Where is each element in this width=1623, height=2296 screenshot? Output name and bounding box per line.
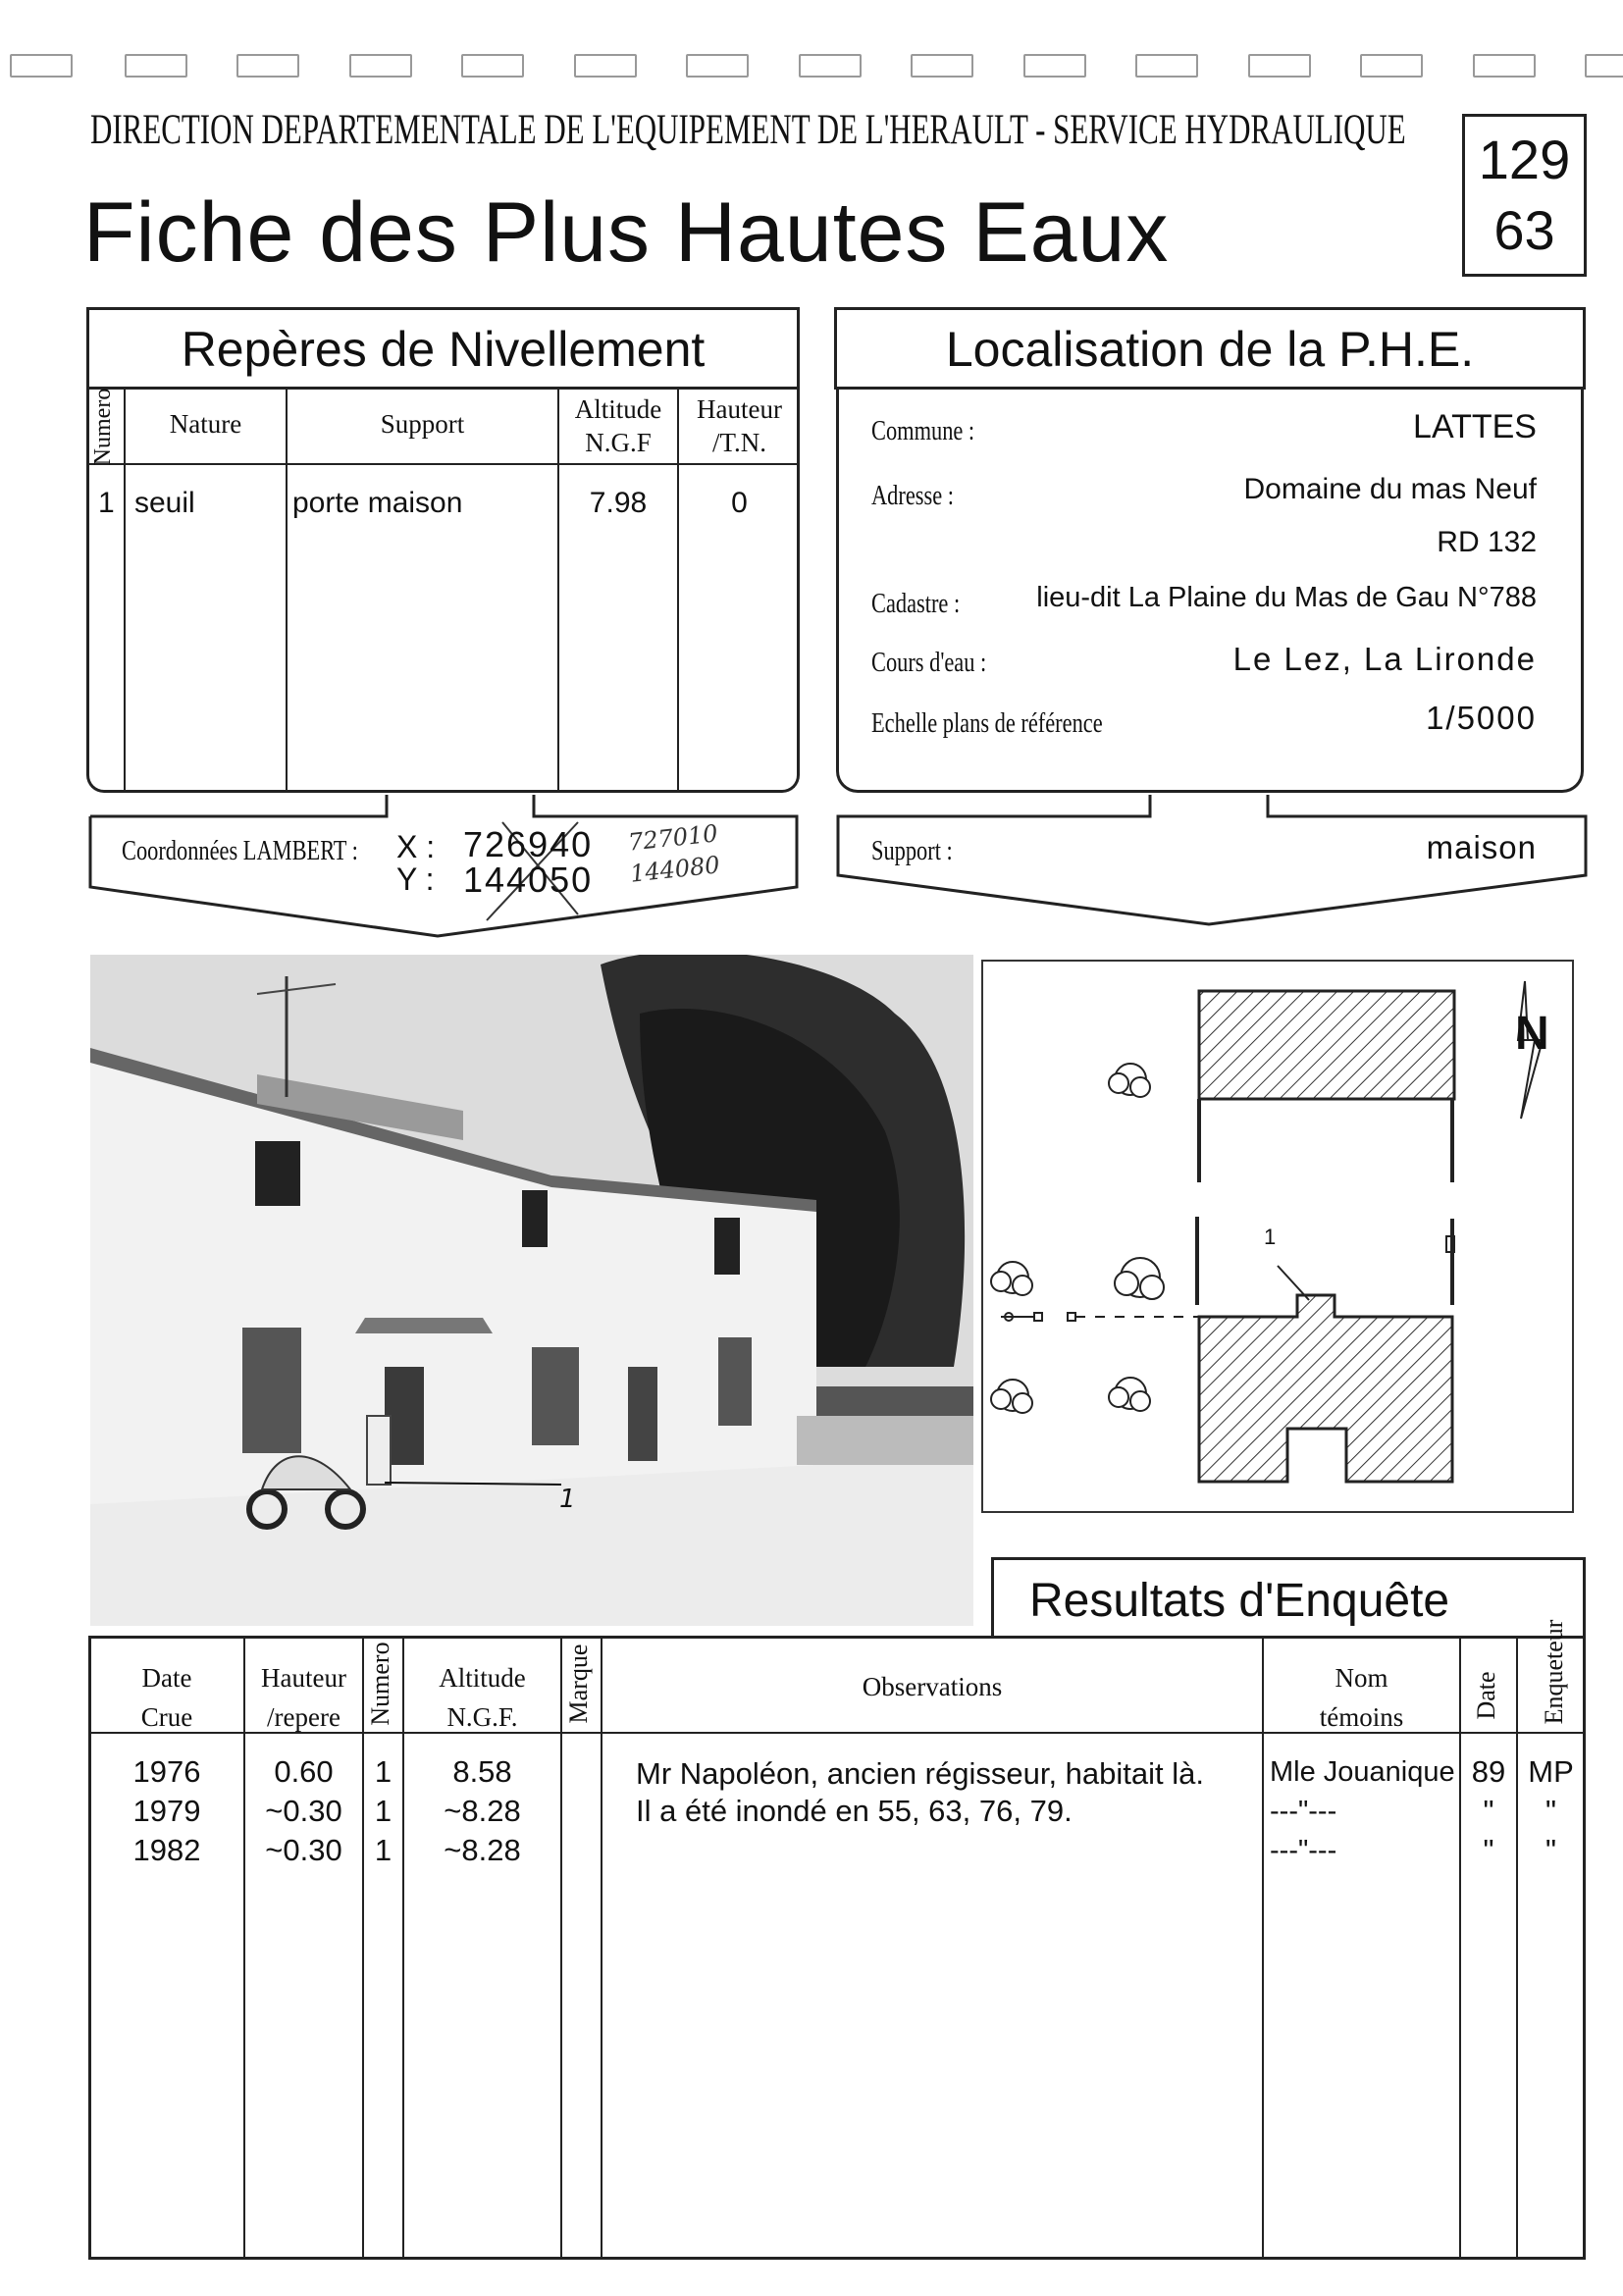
reperes-row-support: porte maison bbox=[292, 487, 463, 519]
row-hauteur: ~0.30 bbox=[265, 1794, 342, 1828]
row-temoin: ---"--- bbox=[1270, 1835, 1337, 1866]
binder-hole bbox=[236, 54, 299, 78]
row-altitude: 8.58 bbox=[452, 1754, 512, 1789]
reperes-row-hauteur: 0 bbox=[731, 487, 748, 519]
row-hauteur: 0.60 bbox=[274, 1754, 334, 1789]
binder-hole bbox=[1135, 54, 1198, 78]
echelle-label: Echelle plans de référence bbox=[871, 708, 1103, 739]
col-date-crue bbox=[90, 1658, 243, 1737]
commune-value: LATTES bbox=[1413, 408, 1537, 445]
hauteur-line2: /T.N. bbox=[712, 428, 766, 457]
coordonnees-label: Coordonnées LAMBERT : bbox=[122, 836, 358, 866]
binder-hole bbox=[10, 54, 73, 78]
row-temoin: Mle Jouanique bbox=[1270, 1756, 1455, 1788]
row-date-enquete: 89 bbox=[1471, 1754, 1506, 1789]
binder-hole bbox=[911, 54, 973, 78]
resultats-title-box bbox=[991, 1557, 1586, 1636]
hauteur-repere-line1: Hauteur bbox=[261, 1663, 346, 1693]
page-title: Fiche des Plus Hautes Eaux bbox=[83, 185, 1170, 280]
adresse-line2: RD 132 bbox=[1437, 526, 1537, 558]
binder-hole bbox=[349, 54, 412, 78]
commune-label: Commune : bbox=[871, 416, 975, 446]
row-hauteur: ~0.30 bbox=[265, 1833, 342, 1867]
reperes-title: Repères de Nivellement bbox=[181, 322, 706, 377]
binder-hole bbox=[1360, 54, 1423, 78]
nom-temoins-line2: témoins bbox=[1319, 1702, 1404, 1732]
binder-hole bbox=[799, 54, 862, 78]
col-observations: Observations bbox=[862, 1672, 1003, 1701]
altitude-ngf-line1: Altitude bbox=[439, 1663, 526, 1693]
support-label: Support : bbox=[871, 836, 953, 866]
altitude-ngf-line2: N.G.F. bbox=[446, 1702, 518, 1732]
lambert-x-label: X : bbox=[396, 829, 436, 864]
altitude-line1: Altitude bbox=[574, 394, 662, 424]
col-altitude bbox=[404, 1658, 560, 1737]
col-date: Date bbox=[1472, 1671, 1500, 1720]
lambert-y-value: 144050 bbox=[463, 860, 594, 900]
reperes-col-nature: Nature bbox=[169, 409, 242, 439]
binder-hole bbox=[574, 54, 637, 78]
nom-temoins-line1: Nom bbox=[1335, 1663, 1388, 1693]
echelle-value: 1/5000 bbox=[1426, 700, 1537, 736]
binder-hole bbox=[1473, 54, 1536, 78]
reperes-col-support: Support bbox=[380, 409, 465, 439]
adresse-label: Adresse : bbox=[871, 481, 954, 511]
cadastre-label: Cadastre : bbox=[871, 589, 961, 619]
altitude-line2: N.G.F bbox=[585, 428, 652, 457]
reperes-col-altitude bbox=[559, 392, 677, 459]
row-date-crue: 1979 bbox=[132, 1794, 201, 1828]
reperes-row-numero: 1 bbox=[98, 487, 115, 519]
direction-header: DIRECTION DEPARTEMENTALE DE L'EQUIPEMENT DE L'HERAULT - SERVICE HYDRAULIQUE bbox=[90, 107, 1406, 153]
binder-hole bbox=[686, 54, 749, 78]
row-numero: 1 bbox=[374, 1794, 393, 1828]
row-numero: 1 bbox=[374, 1833, 393, 1867]
row-enqueteur: MP bbox=[1528, 1754, 1574, 1789]
binder-hole bbox=[1248, 54, 1311, 78]
row-date-enquete: " bbox=[1483, 1794, 1494, 1828]
fiche-number-top: 129 bbox=[1478, 129, 1571, 190]
fiche-number-box bbox=[1462, 114, 1587, 277]
observations-line2: Il a été inondé en 55, 63, 76, 79. bbox=[636, 1794, 1073, 1828]
binder-hole bbox=[125, 54, 187, 78]
reperes-row-nature: seuil bbox=[134, 487, 195, 519]
row-enqueteur: " bbox=[1544, 1833, 1556, 1867]
lambert-y-handwritten: 144080 bbox=[628, 851, 721, 888]
resultats-title: Resultats d'Enquête bbox=[1029, 1575, 1450, 1627]
row-altitude: ~8.28 bbox=[444, 1833, 521, 1867]
col-hauteur-repere bbox=[245, 1658, 362, 1737]
row-date-crue: 1982 bbox=[132, 1833, 201, 1867]
col-numero: Numero bbox=[366, 1642, 394, 1726]
support-value: maison bbox=[1426, 829, 1537, 865]
photo-marker-label: 1 bbox=[559, 1485, 576, 1514]
lambert-y-label: Y : bbox=[396, 861, 435, 897]
site-plan bbox=[981, 960, 1574, 1513]
row-altitude: ~8.28 bbox=[444, 1794, 521, 1828]
lambert-x-value: 726940 bbox=[463, 824, 594, 864]
lambert-x-handwritten: 727010 bbox=[626, 819, 719, 857]
row-temoin: ---"--- bbox=[1270, 1796, 1337, 1827]
hauteur-repere-line2: /repere bbox=[267, 1702, 340, 1732]
localisation-title: Localisation de la P.H.E. bbox=[945, 322, 1475, 377]
col-nom-temoins bbox=[1264, 1658, 1459, 1737]
binder-hole bbox=[1023, 54, 1086, 78]
fiche-number-bottom: 63 bbox=[1493, 199, 1555, 261]
site-photo bbox=[90, 955, 973, 1626]
cours-eau-label: Cours d'eau : bbox=[871, 648, 987, 678]
binder-hole bbox=[1585, 54, 1623, 78]
date-crue-line1: Date bbox=[141, 1663, 192, 1693]
row-numero: 1 bbox=[374, 1754, 393, 1789]
localisation-title-box bbox=[834, 307, 1586, 390]
reperes-row-altitude: 7.98 bbox=[589, 487, 648, 519]
binder-hole bbox=[461, 54, 524, 78]
hauteur-line1: Hauteur bbox=[697, 394, 782, 424]
col-marque: Marque bbox=[564, 1644, 593, 1724]
row-date-enquete: " bbox=[1483, 1833, 1494, 1867]
reperes-col-numero: Numero bbox=[90, 388, 116, 466]
plan-marker-label: 1 bbox=[1264, 1225, 1277, 1249]
date-crue-line2: Crue bbox=[140, 1702, 193, 1732]
cours-eau-value: Le Lez, La Lironde bbox=[1232, 641, 1537, 677]
observations-line1: Mr Napoléon, ancien régisseur, habitait là. bbox=[636, 1756, 1204, 1791]
cadastre-value: lieu-dit La Plaine du Mas de Gau N°788 bbox=[1036, 582, 1537, 613]
reperes-title-box bbox=[86, 307, 800, 390]
adresse-line1: Domaine du mas Neuf bbox=[1243, 473, 1537, 505]
row-enqueteur: " bbox=[1544, 1794, 1556, 1828]
row-date-crue: 1976 bbox=[132, 1754, 201, 1789]
col-enqueteur: Enqueteur bbox=[1540, 1619, 1568, 1725]
reperes-col-hauteur bbox=[679, 392, 800, 459]
north-label: N bbox=[1515, 1008, 1549, 1060]
